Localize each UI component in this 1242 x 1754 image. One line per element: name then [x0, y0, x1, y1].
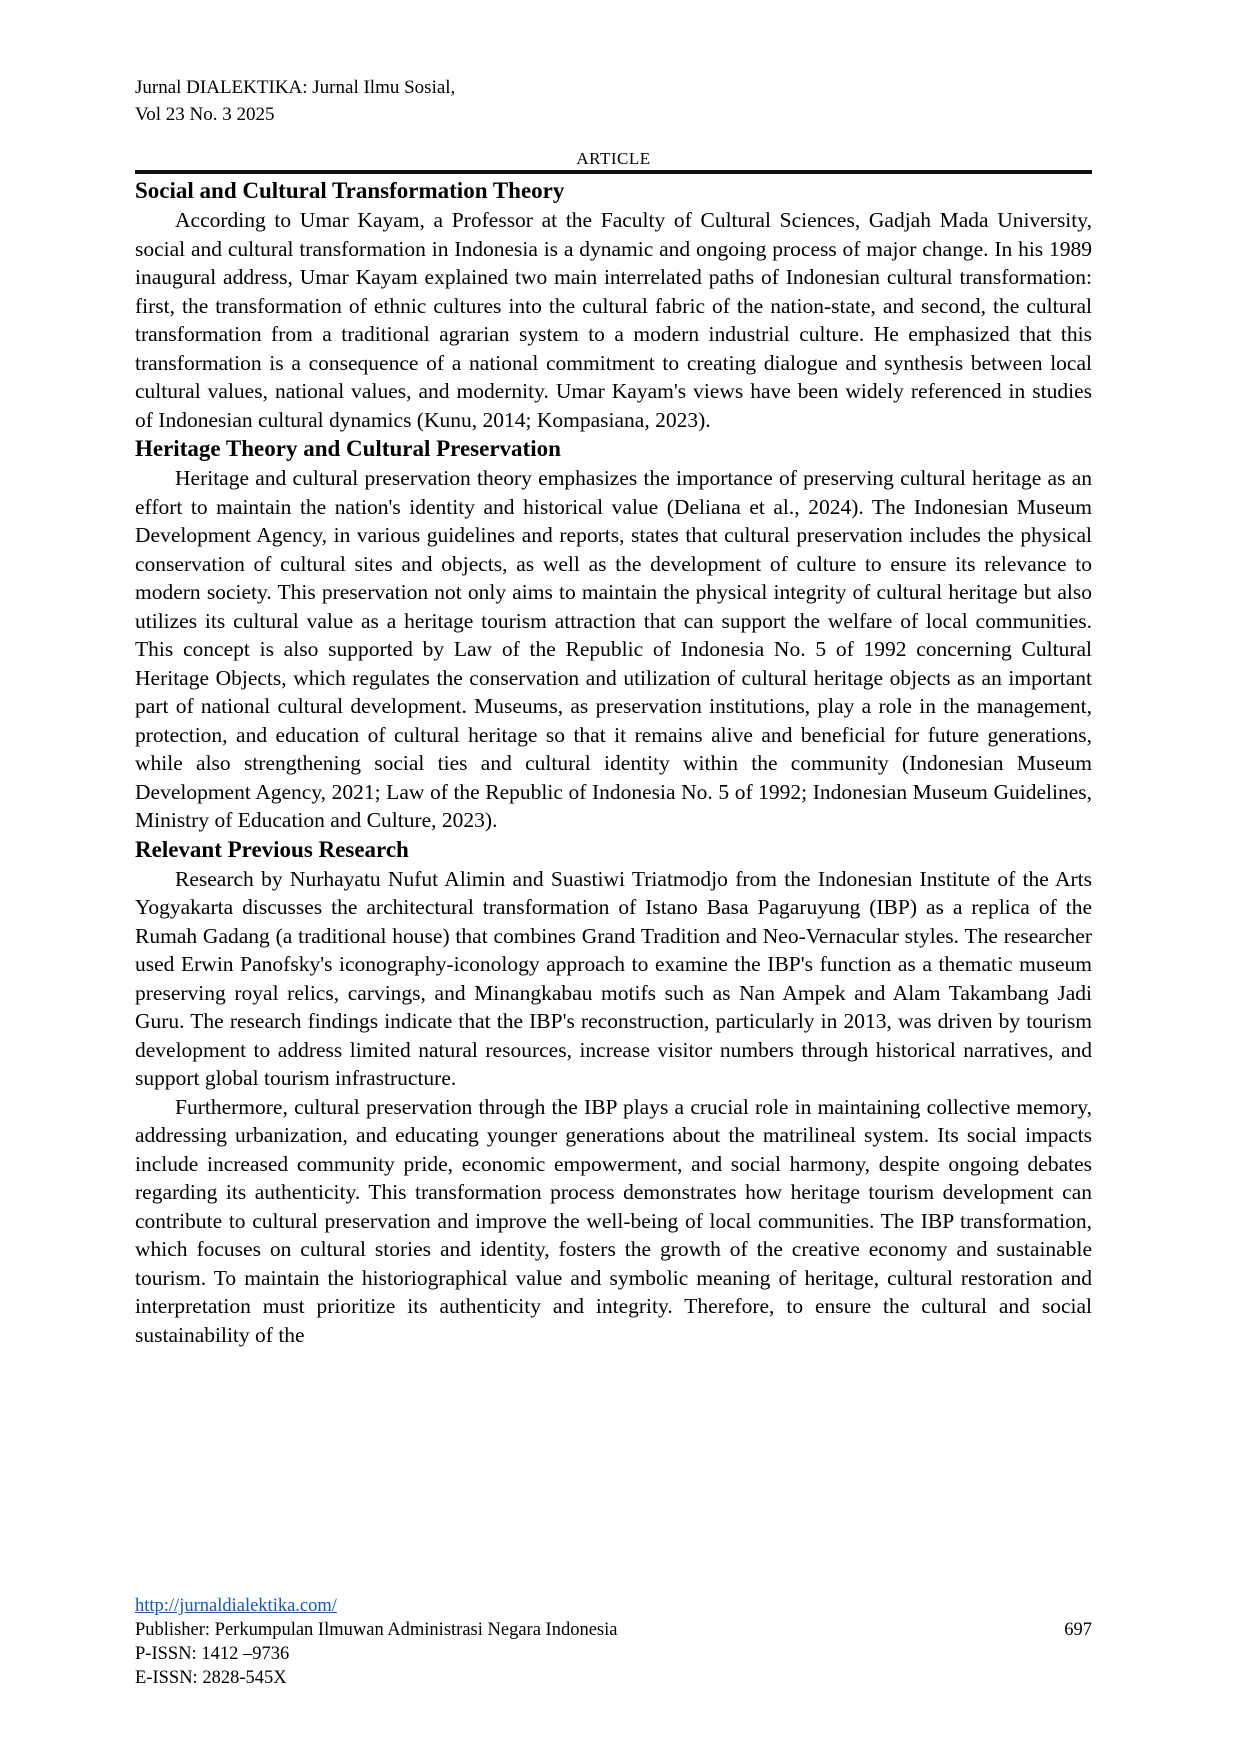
article-label: ARTICLE — [576, 149, 651, 168]
e-issn-text: E-ISSN: 2828-545X — [135, 1668, 287, 1688]
page-number: 697 — [1064, 1620, 1092, 1640]
section-heading-previous-research: Relevant Previous Research — [135, 836, 409, 862]
header-rule — [135, 170, 1092, 174]
section-heading-heritage-theory: Heritage Theory and Cultural Preservation — [135, 436, 561, 461]
page-footer — [135, 1594, 1092, 1690]
paragraph: Heritage and cultural preservation theory emphasizes the importance of preserving cultural heritage as an effort to maintain the nation's identity and historical value (Deliana et al., 2024). The Indonesian Museum Development Agency, in various guidelines and reports, states that cultural preservation includes the physical conservation of cultural sites and objects, as well as the development of culture to ensure its relevance to modern society. This preservation not only aims to maintain the physical integrity of cultural heritage but also utilizes its cultural value as a heritage tourism attraction that can support the welfare of local communities. This concept is also supported by Law of the Republic of Indonesia No. 5 of 1992 concerning Cultural Heritage Objects, which regulates the conservation and utilization of cultural heritage objects as an important part of national cultural development. Museums, as preservation institutions, play a role in the management, protection, and education of cultural heritage so that it remains alive and beneficial for future generations, while also strengthening social ties and cultural identity within the community (Indonesian Museum Development Agency, 2021; Law of the Republic of Indonesia No. 5 of 1992; Indonesian Museum Guidelines, Ministry of Education and Culture, 2023). — [135, 466, 1092, 832]
journal-title-line: Jurnal DIALEKTIKA: Jurnal Ilmu Sosial, — [135, 77, 456, 98]
paragraph: Furthermore, cultural preservation through the IBP plays a crucial role in maintaining collective memory, addressing urbanization, and educating younger generations about the matrilineal system. Its social impacts include increased community pride, economic empowerment, and social harmony, despite ongoing debates regarding its authenticity. This transformation process demonstrates how heritage tourism development can contribute to cultural preservation and improve the well-being of local communities. The IBP transformation, which focuses on cultural stories and identity, fosters the growth of the creative economy and sustainable tourism. To maintain the historiographical value and symbolic meaning of heritage, cultural restoration and interpretation must prioritize its authenticity and integrity. Therefore, to ensure the cultural and social sustainability of the — [135, 1094, 1092, 1347]
page-content — [135, 74, 1092, 1349]
paragraph: Research by Nurhayatu Nufut Alimin and Suastiwi Triatmodjo from the Indonesian Institute of the Arts Yogyakarta discusses the architectural transformation of Istano Basa Pagaruyung (IBP) as a replica of the Rumah Gadang (a traditional house) that combines Grand Tradition and Neo-Vernacular styles. The researcher used Erwin Panofsky's iconography-iconology approach to examine the IBP's function as a thematic museum preserving royal relics, carvings, and Minangkabau motifs such as Nan Ampek and Alam Takambang Jadi Guru. The research findings indicate that the IBP's reconstruction, particularly in 2013, was driven by tourism development to address limited natural resources, increase visitor numbers through historical narratives, and support global tourism infrastructure. — [135, 866, 1092, 1090]
p-issn-text: P-ISSN: 1412 –9736 — [135, 1644, 290, 1664]
publisher-row — [135, 1618, 1092, 1642]
paragraph: According to Umar Kayam, a Professor at the Faculty of Cultural Sciences, Gadjah Mada University, social and cultural transformation in Indonesia is a dynamic and ongoing process of major change. In his 1989 inaugural address, Umar Kayam explained two main interrelated paths of Indonesian cultural transformation: first, the transformation of ethnic cultures into the cultural fabric of the nation-state, and second, the cultural transformation from a traditional agrarian system to a modern industrial culture. He emphasized that this transformation is a consequence of a national commitment to creating dialogue and synthesis between local cultural values, national values, and modernity. Umar Kayam's views have been widely referenced in studies of Indonesian cultural dynamics (Kunu, 2014; Kompasiana, 2023). — [135, 208, 1092, 432]
journal-volume-line: Vol 23 No. 3 2025 — [135, 104, 275, 125]
publisher-text: Publisher: Perkumpulan Ilmuwan Administrasi Negara Indonesia — [135, 1620, 618, 1640]
journal-header — [135, 74, 1092, 128]
journal-url-link[interactable]: http://jurnaldialektika.com/ — [135, 1596, 337, 1616]
footer-url-row — [135, 1594, 1092, 1618]
section-heading-transformation-theory: Social and Cultural Transformation Theory — [135, 178, 565, 203]
